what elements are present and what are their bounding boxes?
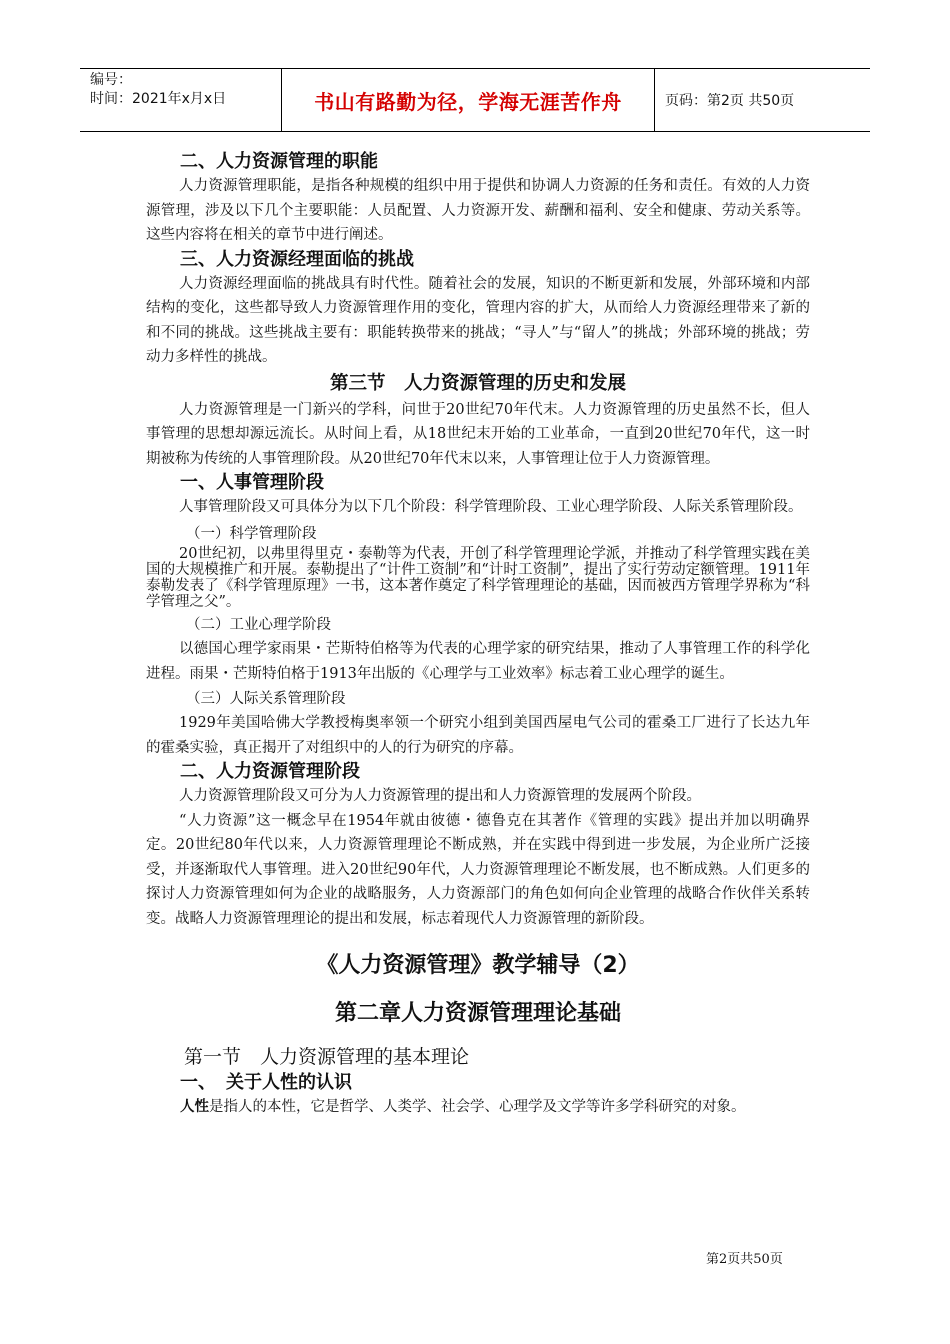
chapter-title: 第二章人力资源管理理论基础	[334, 1001, 621, 1027]
paragraph-scientific: 20世纪初，以弗里得里克・泰勒等为代表，开创了科学管理理论学派，并推动了科学管理实践在美国的大规模推广和开展。泰勒提出了“计件工资制”和“计时工资制”，提出了实行劳动定额管理。1911年泰勒发表了《科学管理原理》一书，这本著作奠定了科学管理理论的基础，因而被西方管理学界称为“科学管理之父”。	[146, 545, 810, 611]
paragraph-functions: 人力资源管理职能，是指各种规模的组织中用于提供和协调人力资源的任务和责任。有效的人力资源管理，涉及以下几个主要职能：人员配置、人力资源开发、薪酬和福利、安全和健康、劳动关系等。这些内容将在相关的章节中进行阐述。	[146, 178, 810, 243]
paragraph-hrm-stage-1: 人力资源管理阶段又可分为人力资源管理的提出和人力资源管理的发展两个阶段。	[179, 788, 701, 805]
heading-personnel-stage: 一、人事管理阶段	[180, 472, 324, 493]
header-page-label: 页码：第2页 共50页	[665, 93, 795, 109]
heading-human-nature-text: 关于人性的认识	[226, 1072, 352, 1094]
paragraph-industrial-psychology: 以德国心理学家雨果・芒斯特伯格等为代表的心理学家的研究结果，推动了人事管理工作的科学化进程。雨果・芒斯特伯格于1913年出版的《心理学与工业效率》标志着工业心理学的诞生。	[146, 641, 810, 682]
paragraph-challenges: 人力资源经理面临的挑战具有时代性。随着社会的发展，知识的不断更新和发展，外部环境和内部结构的变化，这些都导致人力资源管理作用的变化，管理内容的扩大，从而给人力资源经理带来了新的和不同的挑战。这些挑战主要有：职能转换带来的挑战；“寻人”与“留人”的挑战；外部环境的挑战；劳动力多样性的挑战。	[146, 275, 810, 365]
paragraph-personnel-stage: 人事管理阶段又可具体分为以下几个阶段：科学管理阶段、工业心理学阶段、人际关系管理阶段。	[179, 499, 803, 515]
heading-section-3: 第三节 人力资源管理的历史和发展	[329, 372, 626, 394]
heading-human-nature-number: 一、	[180, 1072, 216, 1094]
paragraph-human-nature-text: 是指人的本性，它是哲学、人类学、社会学、心理学及文学等许多学科研究的对象。	[209, 1099, 746, 1116]
heading-human-nature	[180, 1071, 810, 1095]
header-meta	[80, 69, 282, 131]
document-body	[146, 150, 810, 1120]
term-human-nature: 人性	[180, 1099, 209, 1116]
page-footer: 第2页共50页	[706, 1252, 783, 1267]
heading-functions: 二、人力资源管理的职能	[180, 151, 378, 172]
heading-hrm-stage: 二、人力资源管理阶段	[180, 761, 360, 783]
time-label: 时间：2021年x月x日	[90, 91, 227, 107]
page-header	[80, 68, 870, 132]
header-motto: 书山有路勤为径，学海无涯苦作舟	[282, 69, 655, 131]
paragraph-human-nature	[146, 1095, 810, 1120]
paragraph-human-relations: 1929年美国哈佛大学教授梅奥率领一个研究小组到美国西屋电气公司的霍桑工厂进行了长达九年的霍桑实验，真正揭开了对组织中的人的行为研究的序幕。	[146, 715, 810, 756]
paragraph-history: 人力资源管理是一门新兴的学科，问世于20世纪70年代末。人力资源管理的历史虽然不长，但人事管理的思想却源远流长。从时间上看，从18世纪末开始的工业革命，一直到20世纪70年代，这一时期被称为传统的人事管理阶段。从20世纪70年代末以来，人事管理让位于人力资源管理。	[146, 401, 810, 467]
subheading-scientific: （一）科学管理阶段	[186, 525, 317, 542]
paragraph-hrm-stage-2: “人力资源”这一概念早在1954年就由彼德・德鲁克在其著作《管理的实践》提出并加以明确界定。20世纪80年代以来，人力资源管理理论不断成熟，并在实践中得到进一步发展，为企业所广泛接受，并逐渐取代人事管理。进入20世纪90年代，人力资源管理理论不断发展，也不断成熟。人们更多的探讨人力资源管理如何为企业的战略服务，人力资源部门的角色如何向企业管理的战略合作伙伴关系转变。战略人力资源管理理论的提出和发展，标志着现代人力资源管理的新阶段。	[146, 812, 810, 927]
subheading-human-relations: （三）人际关系管理阶段	[186, 691, 346, 708]
section-1-heading: 第一节 人力资源管理的基本理论	[184, 1046, 470, 1069]
document-title: 《人力资源管理》教学辅导（2）	[316, 953, 640, 979]
heading-challenges: 三、人力资源经理面临的挑战	[180, 248, 414, 270]
subheading-industrial-psychology: （二）工业心理学阶段	[186, 617, 331, 634]
number-label: 编号：	[90, 72, 132, 88]
